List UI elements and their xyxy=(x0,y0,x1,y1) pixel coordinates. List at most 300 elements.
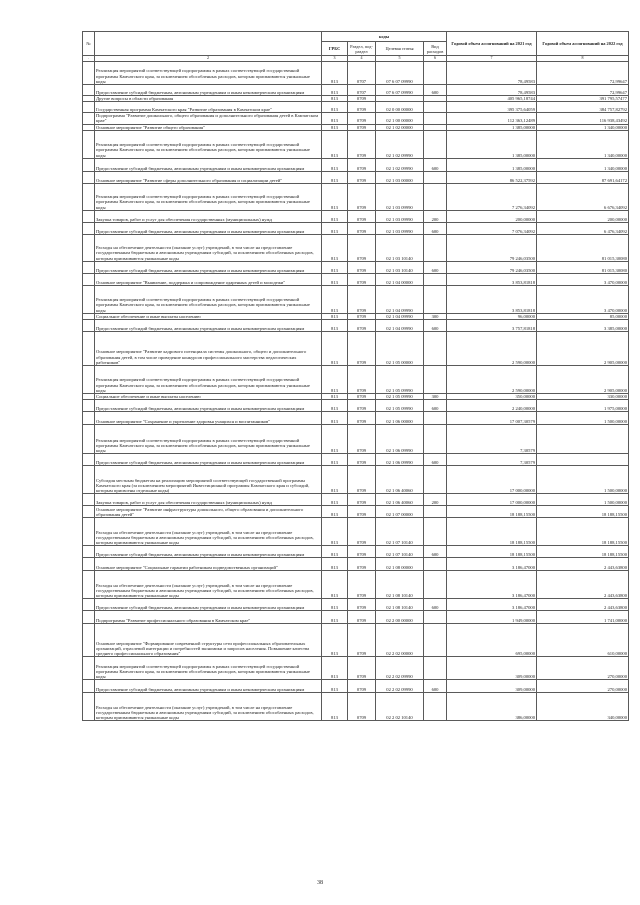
razdel-cell: 0709 xyxy=(348,332,376,366)
target-article-cell: 02 0 00 00000 xyxy=(376,102,424,113)
target-article-cell: 02 1 03 09990 xyxy=(376,222,424,234)
grbs-cell: 813 xyxy=(322,494,348,506)
amount-2022-cell: 270,00000 xyxy=(537,657,629,680)
razdel-cell: 0709 xyxy=(348,494,376,506)
razdel-cell: 0709 xyxy=(348,571,376,599)
amount-2021-cell: 3 853,81818 xyxy=(447,273,537,285)
grbs-cell: 813 xyxy=(322,130,348,158)
header-grbs: ГРБС xyxy=(322,42,348,56)
razdel-cell: 0709 xyxy=(348,102,376,113)
amount-2022-cell: 3 470,00000 xyxy=(537,285,629,313)
target-article-cell: 02 2 02 09990 xyxy=(376,657,424,680)
grbs-cell: 813 xyxy=(322,285,348,313)
razdel-cell: 0709 xyxy=(348,124,376,130)
table-row xyxy=(83,366,629,394)
amount-2021-cell: 7 076,34092 xyxy=(447,222,537,234)
header-vid: Вид расходов xyxy=(424,42,447,56)
amount-2021-cell: 309,00000 xyxy=(447,680,537,693)
table-row xyxy=(83,454,629,466)
amount-2021-cell: 18 188,15500 xyxy=(447,518,537,546)
amount-2022-cell: 18 188,15500 xyxy=(537,546,629,558)
grbs-cell: 813 xyxy=(322,693,348,721)
row-number-cell xyxy=(83,558,95,571)
item-name-cell: Подпрограмма "Развитие дошкольного, общего образования и дополнительного образования детей в Камчатском крае" xyxy=(95,113,322,124)
grbs-cell: 813 xyxy=(322,546,348,558)
table-row xyxy=(83,102,629,113)
amount-2022-cell: 85,00000 xyxy=(537,313,629,319)
grbs-cell: 813 xyxy=(322,680,348,693)
row-number-cell xyxy=(83,113,95,124)
amount-2021-cell: 2 590,00000 xyxy=(447,366,537,394)
razdel-cell: 0709 xyxy=(348,657,376,680)
table-row xyxy=(83,158,629,171)
grbs-cell: 813 xyxy=(322,454,348,466)
table-row xyxy=(83,130,629,158)
row-number-cell xyxy=(83,332,95,366)
expense-type-cell xyxy=(424,332,447,366)
razdel-cell: 0709 xyxy=(348,285,376,313)
table-row xyxy=(83,332,629,366)
table-row xyxy=(83,466,629,494)
grbs-cell: 813 xyxy=(322,96,348,102)
grbs-cell: 813 xyxy=(322,261,348,273)
amount-2021-cell: 1 385,00000 xyxy=(447,124,537,130)
expense-type-cell xyxy=(424,466,447,494)
razdel-cell: 0709 xyxy=(348,506,376,518)
razdel-cell: 0709 xyxy=(348,394,376,400)
grbs-cell: 813 xyxy=(322,518,348,546)
row-number-cell xyxy=(83,102,95,113)
expense-type-cell xyxy=(424,412,447,425)
table-body xyxy=(83,62,629,721)
expense-type-cell xyxy=(424,130,447,158)
razdel-cell: 0709 xyxy=(348,96,376,102)
expense-type-cell: 200 xyxy=(424,494,447,506)
grbs-cell: 813 xyxy=(322,506,348,518)
item-name-cell: Реализация мероприятий соответствующей подпрограммы в рамках соответствующей государственной программы Камчатского края, за исключением обособленных расходов, которым присваиваются уникальные коды xyxy=(95,130,322,158)
item-name-cell: Предоставление субсидий бюджетным, автономным учреждениям и иным некоммерческим организациям xyxy=(95,680,322,693)
item-name-cell: Основное мероприятие "Социальные гарантии работникам подведомственных организаций" xyxy=(95,558,322,571)
razdel-cell: 0709 xyxy=(348,273,376,285)
target-article-cell: 02 1 03 10140 xyxy=(376,261,424,273)
expense-type-cell: 600 xyxy=(424,400,447,412)
expense-type-cell: 600 xyxy=(424,454,447,466)
razdel-cell: 0709 xyxy=(348,400,376,412)
grbs-cell: 813 xyxy=(322,624,348,657)
target-article-cell: 07 6 07 09990 xyxy=(376,85,424,96)
column-index-cell: 2 xyxy=(95,56,322,62)
amount-2022-cell: 87 691,64172 xyxy=(537,171,629,183)
razdel-cell: 0709 xyxy=(348,183,376,210)
expense-type-cell xyxy=(424,171,447,183)
amount-2021-cell: 78,49583 xyxy=(447,62,537,85)
item-name-cell: Закупка товаров, работ и услуг для обеспечения государственных (муниципальных) нужд xyxy=(95,210,322,222)
table-row xyxy=(83,273,629,285)
amount-2022-cell: 200,00000 xyxy=(537,210,629,222)
expense-type-cell: 600 xyxy=(424,599,447,611)
target-article-cell: 02 1 03 10140 xyxy=(376,234,424,261)
column-index-cell: 6 xyxy=(424,56,447,62)
table-row xyxy=(83,62,629,85)
amount-2021-cell: 695,00000 xyxy=(447,624,537,657)
row-number-cell xyxy=(83,234,95,261)
razdel-cell: 0709 xyxy=(348,210,376,222)
razdel-cell: 0709 xyxy=(348,261,376,273)
table-row xyxy=(83,611,629,624)
razdel-cell: 0707 xyxy=(348,85,376,96)
row-number-cell xyxy=(83,571,95,599)
amount-2022-cell: 2 443,63800 xyxy=(537,558,629,571)
amount-2022-cell: 610,00000 xyxy=(537,624,629,657)
razdel-cell: 0707 xyxy=(348,62,376,85)
item-name-cell: Предоставление субсидий бюджетным, автономным учреждениям и иным некоммерческим организациям xyxy=(95,261,322,273)
amount-2021-cell: 1 949,00000 xyxy=(447,611,537,624)
target-article-cell: 02 1 02 09990 xyxy=(376,158,424,171)
amount-2021-cell: 79 246,03500 xyxy=(447,234,537,261)
expense-type-cell xyxy=(424,102,447,113)
amount-2021-cell: 2 240,00000 xyxy=(447,400,537,412)
header-target: Целевая статья xyxy=(376,42,424,56)
row-number-cell xyxy=(83,210,95,222)
grbs-cell: 813 xyxy=(322,102,348,113)
header-year-2021: Годовой объем ассигнований на 2021 год xyxy=(447,32,537,56)
item-name-cell: Предоставление субсидий бюджетным, автономным учреждениям и иным некоммерческим организациям xyxy=(95,454,322,466)
amount-2021-cell: 3 186,47000 xyxy=(447,571,537,599)
item-name-cell: Закупка товаров, работ и услуг для обеспечения государственных (муниципальных) нужд xyxy=(95,494,322,506)
table-row xyxy=(83,113,629,124)
grbs-cell: 813 xyxy=(322,558,348,571)
target-article-cell: 02 2 02 10140 xyxy=(376,693,424,721)
amount-2022-cell: 270,00000 xyxy=(537,680,629,693)
item-name-cell: Реализация мероприятий соответствующей подпрограммы в рамках соответствующей государственной программы Камчатского края, за исключением обособленных расходов, которым присваиваются уникальные коды xyxy=(95,183,322,210)
item-name-cell: Реализация мероприятий соответствующей подпрограммы в рамках соответствующей государственной программы Камчатского края, за исключением обособленных расходов, которым присваиваются уникальные коды xyxy=(95,366,322,394)
target-article-cell: 02 1 02 00000 xyxy=(376,124,424,130)
target-article-cell: 02 1 04 09990 xyxy=(376,285,424,313)
row-number-cell xyxy=(83,611,95,624)
expense-type-cell xyxy=(424,624,447,657)
row-number-cell xyxy=(83,657,95,680)
grbs-cell: 813 xyxy=(322,183,348,210)
table-row xyxy=(83,222,629,234)
row-number-cell xyxy=(83,624,95,657)
row-number-cell xyxy=(83,454,95,466)
header-num: № xyxy=(83,32,95,56)
razdel-cell: 0709 xyxy=(348,680,376,693)
grbs-cell: 813 xyxy=(322,599,348,611)
target-article-cell: 02 1 03 00000 xyxy=(376,171,424,183)
grbs-cell: 813 xyxy=(322,85,348,96)
item-name-cell: Социальное обеспечение и иные выплаты населению xyxy=(95,394,322,400)
target-article-cell: 02 1 02 09990 xyxy=(376,130,424,158)
amount-2021-cell: 3 757,81818 xyxy=(447,320,537,332)
grbs-cell: 813 xyxy=(322,210,348,222)
expense-type-cell xyxy=(424,558,447,571)
amount-2022-cell: 3 385,00000 xyxy=(537,320,629,332)
grbs-cell: 813 xyxy=(322,332,348,366)
row-number-cell xyxy=(83,285,95,313)
amount-2022-cell: 72,99647 xyxy=(537,62,629,85)
table-row xyxy=(83,285,629,313)
table-row xyxy=(83,657,629,680)
table-row xyxy=(83,210,629,222)
item-name-cell: Предоставление субсидий бюджетным, автономным учреждениям и иным некоммерческим организациям xyxy=(95,320,322,332)
amount-2022-cell: 340,00000 xyxy=(537,693,629,721)
target-article-cell: 02 1 06 40060 xyxy=(376,494,424,506)
amount-2022-cell: 391 795,57477 xyxy=(537,96,629,102)
item-name-cell: Расходы на обеспечение деятельности (оказание услуг) учреждений, в том числе на предоставление государственным бюджетным и автономным учреждениям субсидий, за исключением обособленных расходов, которым присваиваются уникальные коды xyxy=(95,234,322,261)
target-article-cell: 07 6 07 09990 xyxy=(376,62,424,85)
amount-2022-cell: 72,99647 xyxy=(537,85,629,96)
item-name-cell: Реализация мероприятий соответствующей подпрограммы в рамках соответствующей государственной программы Камчатского края, за исключением обособленных расходов, которым присваиваются уникальные коды xyxy=(95,425,322,454)
razdel-cell: 0709 xyxy=(348,599,376,611)
table-row xyxy=(83,183,629,210)
column-index-cell: . xyxy=(83,56,95,62)
row-number-cell xyxy=(83,130,95,158)
item-name-cell: Субсидия местным бюджетам на реализацию мероприятий соответствующей государственной программы Камчатского края (за исключением мероприятий Инвестиционной программы Камчатского края и субсидий, которым присвоены отдельные коды) xyxy=(95,466,322,494)
grbs-cell: 813 xyxy=(322,273,348,285)
target-article-cell: 02 2 02 09990 xyxy=(376,680,424,693)
column-index-cell: 3 xyxy=(322,56,348,62)
amount-2021-cell: 17 000,00000 xyxy=(447,494,537,506)
expense-type-cell: 600 xyxy=(424,320,447,332)
razdel-cell: 0709 xyxy=(348,222,376,234)
item-name-cell: Расходы на обеспечение деятельности (оказание услуг) учреждений, в том числе на предоставление государственным бюджетным и автономным учреждениям субсидий, за исключением обособленных расходов, которым присваиваются уникальные коды xyxy=(95,518,322,546)
item-name-cell: Реализация мероприятий соответствующей подпрограммы в рамках соответствующей государственной программы Камчатского края, за исключением обособленных расходов, которым присваиваются уникальные коды xyxy=(95,657,322,680)
item-name-cell: Предоставление субсидий бюджетным, автономным учреждениям и иным некоммерческим организациям xyxy=(95,400,322,412)
amount-2022-cell: 18 188,15500 xyxy=(537,506,629,518)
target-article-cell: 02 2 00 00000 xyxy=(376,611,424,624)
grbs-cell: 813 xyxy=(322,222,348,234)
target-article-cell: 02 1 06 09990 xyxy=(376,454,424,466)
razdel-cell: 0709 xyxy=(348,546,376,558)
amount-2022-cell: 1 500,00000 xyxy=(537,412,629,425)
amount-2022-cell: 1 500,00000 xyxy=(537,494,629,506)
grbs-cell: 813 xyxy=(322,171,348,183)
target-article-cell: 02 1 07 10140 xyxy=(376,518,424,546)
amount-2022-cell: 330,00000 xyxy=(537,394,629,400)
row-number-cell xyxy=(83,366,95,394)
row-number-cell xyxy=(83,506,95,518)
expense-type-cell: 600 xyxy=(424,85,447,96)
item-name-cell: Основное мероприятие "Развитие кадрового потенциала системы дошкольного, общего и дополнительного образования детей, в том числе проведение конкурсов профессионального мастерства педагогических работников" xyxy=(95,332,322,366)
target-article-cell: 02 1 05 09990 xyxy=(376,394,424,400)
amount-2021-cell: 17 007,30579 xyxy=(447,412,537,425)
row-number-cell xyxy=(83,261,95,273)
row-number-cell xyxy=(83,693,95,721)
target-article-cell: 02 1 05 09990 xyxy=(376,366,424,394)
expense-type-cell xyxy=(424,285,447,313)
amount-2021-cell: 1 385,00000 xyxy=(447,130,537,158)
expense-type-cell: 600 xyxy=(424,680,447,693)
item-name-cell: Основное мероприятие "Развитие общего образования" xyxy=(95,124,322,130)
amount-2021-cell: 18 188,15500 xyxy=(447,506,537,518)
amount-2021-cell: 309,00000 xyxy=(447,657,537,680)
expense-type-cell: 200 xyxy=(424,210,447,222)
razdel-cell: 0709 xyxy=(348,558,376,571)
table-row xyxy=(83,425,629,454)
razdel-cell: 0709 xyxy=(348,693,376,721)
razdel-cell: 0709 xyxy=(348,234,376,261)
table-row xyxy=(83,558,629,571)
header-year-2022: Годовой объем ассигнований на 2022 год xyxy=(537,32,629,56)
item-name-cell: Предоставление субсидий бюджетным, автономным учреждениям и иным некоммерческим организациям xyxy=(95,222,322,234)
page-number: 38 xyxy=(317,880,323,886)
table-row xyxy=(83,85,629,96)
column-index-cell: 7 xyxy=(447,56,537,62)
amount-2022-cell: 1 340,00000 xyxy=(537,130,629,158)
row-number-cell xyxy=(83,85,95,96)
grbs-cell: 813 xyxy=(322,400,348,412)
target-article-cell: 02 1 07 00000 xyxy=(376,506,424,518)
amount-2021-cell: 78,49583 xyxy=(447,85,537,96)
expense-type-cell xyxy=(424,657,447,680)
razdel-cell: 0709 xyxy=(348,425,376,454)
target-article-cell: 02 1 08 00000 xyxy=(376,558,424,571)
item-name-cell: Другие вопросы в области образования xyxy=(95,96,322,102)
row-number-cell xyxy=(83,466,95,494)
amount-2022-cell: 1 975,00000 xyxy=(537,400,629,412)
table-row xyxy=(83,412,629,425)
table-row xyxy=(83,234,629,261)
item-name-cell: Социальное обеспечение и иные выплаты населению xyxy=(95,313,322,319)
grbs-cell: 813 xyxy=(322,366,348,394)
amount-2021-cell: 112 363,12489 xyxy=(447,113,537,124)
table-row xyxy=(83,506,629,518)
razdel-cell: 0709 xyxy=(348,611,376,624)
amount-2022-cell: 2 905,00000 xyxy=(537,332,629,366)
expense-type-cell: 300 xyxy=(424,313,447,319)
expense-type-cell: 600 xyxy=(424,222,447,234)
row-number-cell xyxy=(83,273,95,285)
row-number-cell xyxy=(83,183,95,210)
row-number-cell xyxy=(83,546,95,558)
razdel-cell: 0709 xyxy=(348,313,376,319)
amount-2022-cell xyxy=(537,425,629,454)
grbs-cell: 813 xyxy=(322,234,348,261)
item-name-cell: Предоставление субсидий бюджетным, автономным учреждениям и иным некоммерческим организациям xyxy=(95,546,322,558)
row-number-cell xyxy=(83,320,95,332)
expense-type-cell xyxy=(424,425,447,454)
item-name-cell: Основное мероприятие "Развитие инфраструктуры дошкольного, общего образования и дополнительного образования детей" xyxy=(95,506,322,518)
table-row xyxy=(83,494,629,506)
item-name-cell: Государственная программа Камчатского края "Развитие образования в Камчатском крае" xyxy=(95,102,322,113)
grbs-cell: 813 xyxy=(322,62,348,85)
razdel-cell: 0709 xyxy=(348,412,376,425)
column-index-cell: 8 xyxy=(537,56,629,62)
item-name-cell: Подпрограмма "Развитие профессионального образования в Камчатском крае" xyxy=(95,611,322,624)
razdel-cell: 0709 xyxy=(348,320,376,332)
target-article-cell: 02 1 04 09990 xyxy=(376,320,424,332)
row-number-cell xyxy=(83,494,95,506)
expense-type-cell: 600 xyxy=(424,261,447,273)
grbs-cell: 813 xyxy=(322,412,348,425)
target-article-cell: 02 1 03 09990 xyxy=(376,210,424,222)
item-name-cell: Основное мероприятие "Формирование современной структуры сети профессиональных образовательных организаций, отраслевой интеграции и потребностей экономики и запросов населения. Повышение качества среднего профессионального образования" xyxy=(95,624,322,657)
grbs-cell: 813 xyxy=(322,425,348,454)
target-article-cell: 02 1 08 10140 xyxy=(376,599,424,611)
amount-2021-cell: 200,00000 xyxy=(447,210,537,222)
grbs-cell: 813 xyxy=(322,158,348,171)
amount-2022-cell: 1 340,00000 xyxy=(537,158,629,171)
table-row xyxy=(83,693,629,721)
expense-type-cell: 600 xyxy=(424,158,447,171)
grbs-cell: 813 xyxy=(322,611,348,624)
amount-2022-cell: 1 741,00000 xyxy=(537,611,629,624)
amount-2022-cell: 6 476,34092 xyxy=(537,222,629,234)
expense-type-cell xyxy=(424,518,447,546)
table-row xyxy=(83,171,629,183)
amount-2022-cell: 81 015,30080 xyxy=(537,261,629,273)
table-row xyxy=(83,571,629,599)
row-number-cell xyxy=(83,599,95,611)
amount-2022-cell: 81 015,30080 xyxy=(537,234,629,261)
amount-2022-cell: 1 340,00000 xyxy=(537,124,629,130)
amount-2022-cell: 2 905,00000 xyxy=(537,366,629,394)
column-index-cell: 4 xyxy=(348,56,376,62)
amount-2022-cell: 2 443,63800 xyxy=(537,599,629,611)
expense-type-cell xyxy=(424,113,447,124)
header-razdel: Раздел, под-раздел xyxy=(348,42,376,56)
row-number-cell xyxy=(83,222,95,234)
target-article-cell: 02 1 06 00000 xyxy=(376,412,424,425)
amount-2022-cell: 116 938,43492 xyxy=(537,113,629,124)
expense-type-cell xyxy=(424,366,447,394)
expense-type-cell xyxy=(424,62,447,85)
item-name-cell: Расходы на обеспечение деятельности (оказание услуг) учреждений, в том числе на предоставление государственным бюджетным и автономным учреждениям субсидий, за исключением обособленных расходов, которым присваиваются уникальные коды xyxy=(95,571,322,599)
table-row xyxy=(83,546,629,558)
razdel-cell: 0709 xyxy=(348,130,376,158)
budget-table xyxy=(82,31,629,721)
razdel-cell: 0709 xyxy=(348,366,376,394)
item-name-cell: Основное мероприятие "Выявление, поддержка и сопровождение одаренных детей и молодежи" xyxy=(95,273,322,285)
amount-2021-cell: 7,30579 xyxy=(447,425,537,454)
amount-2021-cell: 7,30579 xyxy=(447,454,537,466)
amount-2022-cell: 6 676,34092 xyxy=(537,183,629,210)
razdel-cell: 0709 xyxy=(348,454,376,466)
target-article-cell: 02 1 06 40060 xyxy=(376,466,424,494)
target-article-cell: 02 1 06 09990 xyxy=(376,425,424,454)
razdel-cell: 0709 xyxy=(348,171,376,183)
amount-2022-cell: 3 470,00000 xyxy=(537,273,629,285)
item-name-cell: Расходы на обеспечение деятельности (оказание услуг) учреждений, в том числе на предоставление государственным бюджетным и автономным учреждениям субсидий, за исключением обособленных расходов, которым присваиваются уникальные коды xyxy=(95,693,322,721)
grbs-cell: 813 xyxy=(322,124,348,130)
target-article-cell: 02 1 04 09990 xyxy=(376,313,424,319)
target-article-cell: 02 1 08 10140 xyxy=(376,571,424,599)
column-index-cell: 5 xyxy=(376,56,424,62)
target-article-cell: 02 1 04 00000 xyxy=(376,273,424,285)
row-number-cell xyxy=(83,171,95,183)
expense-type-cell xyxy=(424,693,447,721)
table-row xyxy=(83,599,629,611)
grbs-cell: 813 xyxy=(322,313,348,319)
target-article-cell: 02 1 05 00000 xyxy=(376,332,424,366)
row-number-cell xyxy=(83,680,95,693)
grbs-cell: 813 xyxy=(322,320,348,332)
item-name-cell: Основное мероприятие "Сохранение и укрепление здоровья учащихся и воспитанников" xyxy=(95,412,322,425)
amount-2022-cell: 384 757,82792 xyxy=(537,102,629,113)
table-row xyxy=(83,400,629,412)
amount-2021-cell: 79 246,03500 xyxy=(447,261,537,273)
item-name-cell: Предоставление субсидий бюджетным, автономным учреждениям и иным некоммерческим организациям xyxy=(95,85,322,96)
expense-type-cell xyxy=(424,183,447,210)
table-row xyxy=(83,518,629,546)
amount-2022-cell: 1 500,00000 xyxy=(537,466,629,494)
amount-2021-cell: 7 276,34092 xyxy=(447,183,537,210)
amount-2021-cell: 3 853,81818 xyxy=(447,285,537,313)
expense-type-cell: 600 xyxy=(424,546,447,558)
amount-2021-cell: 405 965,18744 xyxy=(447,96,537,102)
table-row xyxy=(83,261,629,273)
